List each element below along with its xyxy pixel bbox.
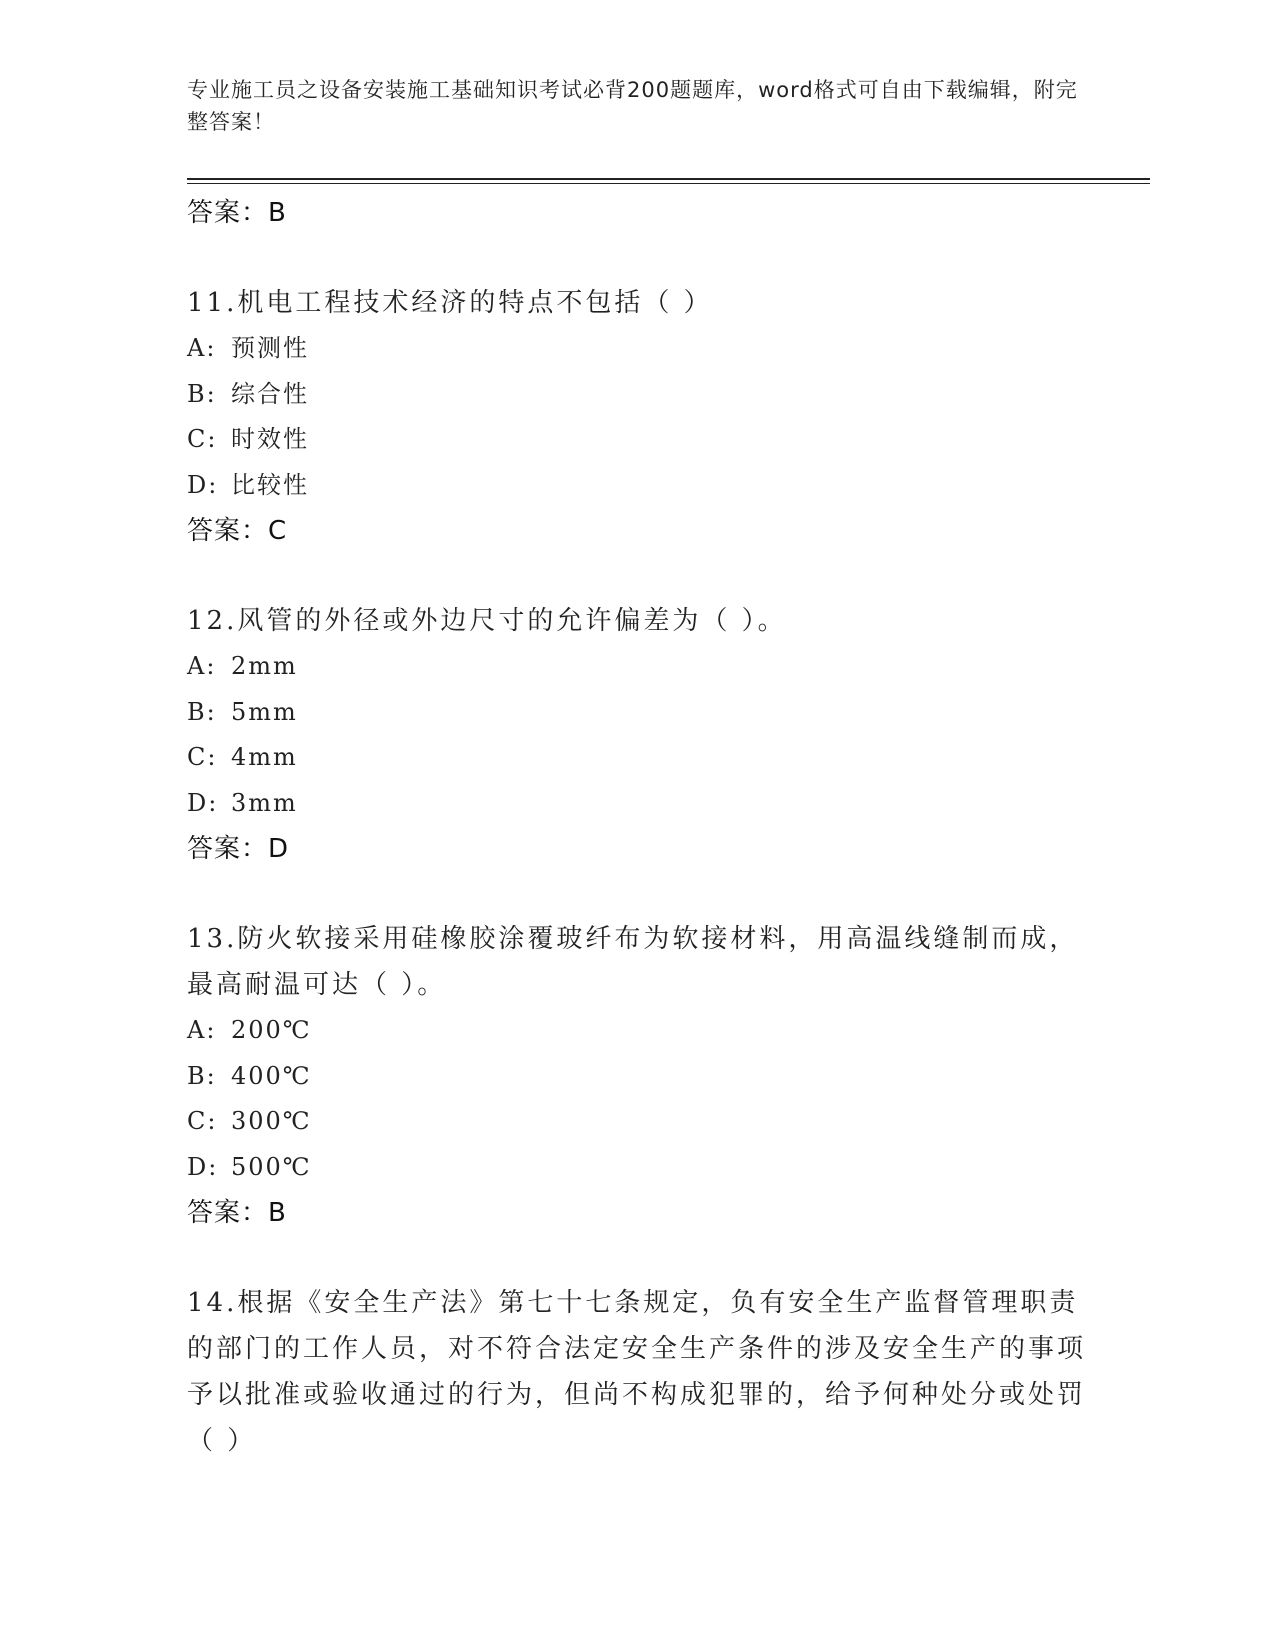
spacer	[187, 872, 1087, 916]
option-text: 时效性	[231, 425, 309, 453]
question-13: 13.防火软接采用硅橡胶涂覆玻纤布为软接材料，用高温线缝制而成，最高耐温可达（ ）。	[187, 924, 1079, 1000]
option-11-d	[187, 463, 1087, 509]
option-letter: A:	[187, 652, 217, 680]
option-letter: B:	[187, 379, 217, 408]
answer-12: 答案：D	[187, 834, 290, 864]
option-letter: C:	[187, 743, 218, 771]
answer-10: 答案：B	[187, 198, 287, 228]
spacer	[187, 236, 1087, 280]
option-text: 3mm	[231, 788, 298, 817]
option-13-a	[187, 1008, 1087, 1054]
option-12-d	[187, 781, 1087, 827]
option-letter: B:	[187, 1061, 217, 1090]
answer-11: 答案：C	[187, 516, 288, 546]
option-12-b	[187, 690, 1087, 736]
option-11-c	[187, 417, 1087, 463]
option-text: 300℃	[231, 1107, 312, 1135]
option-12-c	[187, 735, 1087, 781]
question-11: 11.机电工程技术经济的特点不包括（ ）	[187, 288, 713, 318]
option-letter: A:	[187, 334, 217, 362]
option-text: 4mm	[231, 743, 298, 771]
option-11-a	[187, 326, 1087, 372]
option-text: 5mm	[231, 697, 298, 726]
question-list	[187, 190, 1087, 1464]
option-13-b	[187, 1054, 1087, 1100]
spacer	[187, 554, 1087, 598]
option-letter: D:	[187, 470, 219, 499]
option-text: 综合性	[231, 379, 309, 408]
header-rule-thick	[187, 178, 1150, 180]
option-text: 200℃	[231, 1016, 312, 1044]
option-letter: D:	[187, 788, 219, 817]
option-text: 500℃	[231, 1152, 312, 1181]
option-text: 预测性	[231, 334, 309, 362]
option-11-b	[187, 372, 1087, 418]
option-letter: B:	[187, 697, 217, 726]
question-12: 12.风管的外径或外边尺寸的允许偏差为（ ）。	[187, 606, 787, 636]
answer-13: 答案：B	[187, 1198, 287, 1228]
option-letter: C:	[187, 1107, 218, 1135]
option-letter: A:	[187, 1016, 217, 1044]
spacer	[187, 1236, 1087, 1280]
header-rule-thin	[187, 183, 1150, 184]
document-header: 专业施工员之设备安装施工基础知识考试必背200题题库，word格式可自由下载编辑，附完整答案！	[187, 78, 1078, 134]
option-text: 比较性	[231, 470, 309, 499]
option-letter: C:	[187, 425, 218, 453]
option-12-a	[187, 644, 1087, 690]
question-14: 14.根据《安全生产法》第七十七条规定，负有安全生产监督管理职责的部门的工作人员，对不符合法定安全生产条件的涉及安全生产的事项予以批准或验收通过的行为，但尚不构成犯罪的，给予何种处分或处罚（ ）	[187, 1288, 1087, 1456]
option-13-c	[187, 1099, 1087, 1145]
option-text: 2mm	[231, 652, 298, 680]
option-13-d	[187, 1145, 1087, 1191]
option-text: 400℃	[231, 1061, 312, 1090]
option-letter: D:	[187, 1152, 219, 1181]
